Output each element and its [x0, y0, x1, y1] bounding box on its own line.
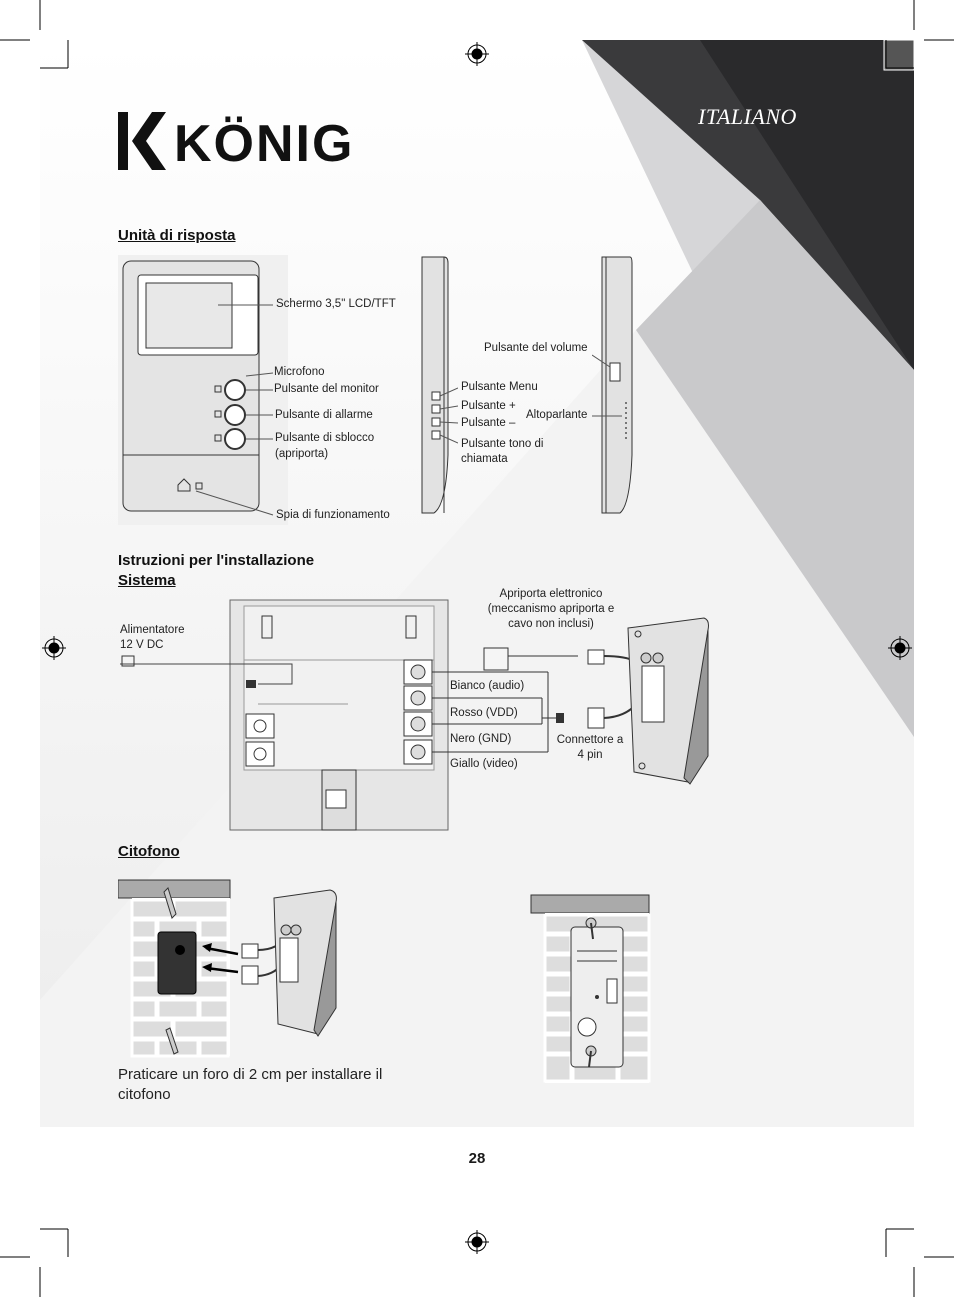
power-led-label: Spia di funzionamento [276, 509, 390, 521]
microphone-label: Microfono [274, 366, 325, 378]
doorphone-mounted-diagram [527, 893, 651, 1085]
speaker-label: Altoparlante [526, 409, 588, 421]
unlock-button-label-line1: Pulsante di sblocco [275, 432, 375, 444]
power-supply-label-line2: 12 V DC [120, 639, 164, 651]
black-wire-label: Nero (GND) [450, 733, 512, 745]
doorphone-title: Citofono [118, 843, 180, 860]
power-supply-label-line1: Alimentatore [120, 624, 185, 636]
brand-logo-icon [118, 112, 166, 170]
installation-title: Istruzioni per l'installazione [118, 552, 315, 569]
menu-button-label: Pulsante Menu [461, 381, 538, 393]
doorphone-drilling-diagram [118, 878, 348, 1058]
answer-unit-side-left-diagram [418, 255, 458, 520]
ring-tone-button-label-line1: Pulsante tono di [461, 438, 544, 450]
answer-unit-title: Unità di risposta [118, 227, 236, 244]
system-title: Sistema [118, 572, 176, 589]
unlock-button-label-line2: (apriporta) [275, 448, 329, 460]
yellow-wire-label: Giallo (video) [450, 758, 518, 770]
door-opener-label-line1: Apriporta elettronico [499, 588, 603, 600]
system-wiring-diagram [118, 596, 718, 836]
white-wire-label: Bianco (audio) [450, 680, 525, 692]
screen-label: Schermo 3,5" LCD/TFT [276, 298, 396, 310]
drilling-note: Praticare un foro di 2 cm per installare il citofono [118, 1066, 383, 1103]
connector-label-line1: Connettore a [556, 734, 624, 746]
door-opener-label-line3: cavo non inclusi) [508, 618, 594, 630]
connector-label-line2: 4 pin [577, 749, 603, 761]
volume-button-label: Pulsante del volume [484, 342, 588, 354]
door-opener-label-line2: (meccanismo apriporta e [487, 603, 615, 615]
brand-name: KÖNIG [174, 115, 355, 173]
page-number: 28 [468, 1150, 486, 1167]
ring-tone-button-label-line2: chiamata [461, 453, 508, 465]
minus-button-label: Pulsante – [461, 417, 516, 429]
plus-button-label: Pulsante + [461, 400, 516, 412]
monitor-button-label: Pulsante del monitor [274, 383, 379, 395]
language-label: ITALIANO [698, 104, 797, 129]
red-wire-label: Rosso (VDD) [450, 707, 518, 719]
answer-unit-side-right-diagram [592, 255, 636, 520]
alarm-button-label: Pulsante di allarme [275, 409, 373, 421]
answer-unit-leaders [118, 255, 288, 525]
